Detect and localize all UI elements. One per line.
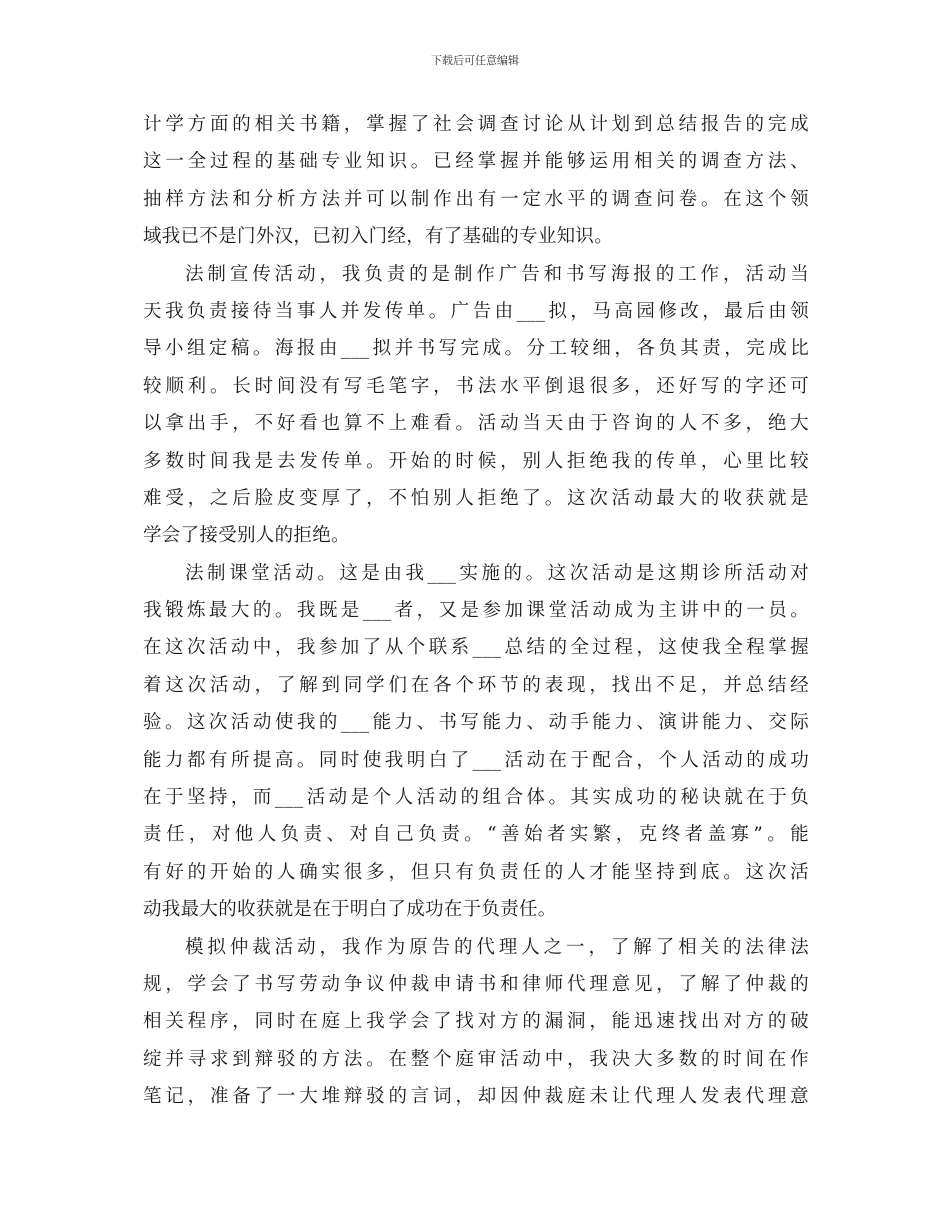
text-line: 着这次活动，了解到同学们在各个环节的表现，找出不足，并总结经 [143,674,809,696]
text-line: 计学方面的相关书籍，掌握了社会调查讨论从计划到总结报告的完成 [143,114,809,135]
text-line: 以拿出手，不好看也算不上难看。活动当天由于咨询的人不多，绝大 [143,413,809,435]
text-line: 责任，对他人负责、对自己负责。“善始者实繁，克终者盖寡”。能 [143,824,809,846]
text-line: 我锻炼最大的。我既是___者，又是参加课堂活动成为主讲中的一员。 [143,600,809,622]
page-header: 下载后可任意编辑 [431,54,519,67]
text-line: 笔记，准备了一大堆辩驳的言词，却因仲裁庭未让代理人发表代理意 [143,1086,809,1108]
text-line: 相关程序，同时在庭上我学会了找对方的漏洞，能迅速找出对方的破 [143,1011,809,1033]
text-line: 能力都有所提高。同时使我明白了___活动在于配合，个人活动的成功 [143,749,809,771]
text-line: 法制课堂活动。这是由我___实施的。这次活动是这期诊所活动对 [185,562,809,584]
text-line: 学会了接受别人的拒绝。 [143,525,350,547]
text-line: 难受，之后脸皮变厚了，不怕别人拒绝了。这次活动最大的收获就是 [143,487,809,509]
text-line: 较顺利。长时间没有写毛笔字，书法水平倒退很多，还好写的字还可 [143,375,809,397]
text-line: 天我负责接待当事人并发传单。广告由___拟，马高园修改，最后由领 [143,300,809,322]
text-line: 抽样方法和分析方法并可以制作出有一定水平的调查问卷。在这个领 [143,188,809,210]
text-line: 验。这次活动使我的___能力、书写能力、动手能力、演讲能力、交际 [143,712,809,734]
document-body [143,106,809,1116]
text-line: 规，学会了书写劳动争议仲裁申请书和律师代理意见，了解了仲裁的 [143,973,809,995]
text-line: 导小组定稿。海报由___拟并书写完成。分工较细，各负其责，完成比 [143,338,809,360]
text-line: 这一全过程的基础专业知识。已经掌握并能够运用相关的调查方法、 [143,151,809,173]
text-line: 绽并寻求到辩驳的方法。在整个庭审活动中，我决大多数的时间在作 [143,1048,809,1070]
text-line: 多数时间我是去发传单。开始的时候，别人拒绝我的传单，心里比较 [143,450,809,472]
text-line: 模拟仲裁活动，我作为原告的代理人之一，了解了相关的法律法 [185,936,809,958]
text-line: 在这次活动中，我参加了从个联系___总结的全过程，这使我全程掌握 [143,637,809,659]
text-line: 动我最大的收获就是在于明白了成功在于负责任。 [143,899,557,921]
text-line: 有好的开始的人确实很多，但只有负责任的人才能坚持到底。这次活 [143,861,809,883]
text-line: 在于坚持，而___活动是个人活动的组合体。其实成功的秘诀就在于负 [143,787,809,809]
text-line: 域我已不是门外汉，已初入门经，有了基础的专业知识。 [143,226,614,248]
text-line: 法制宣传活动，我负责的是制作广告和书写海报的工作，活动当 [185,263,809,285]
